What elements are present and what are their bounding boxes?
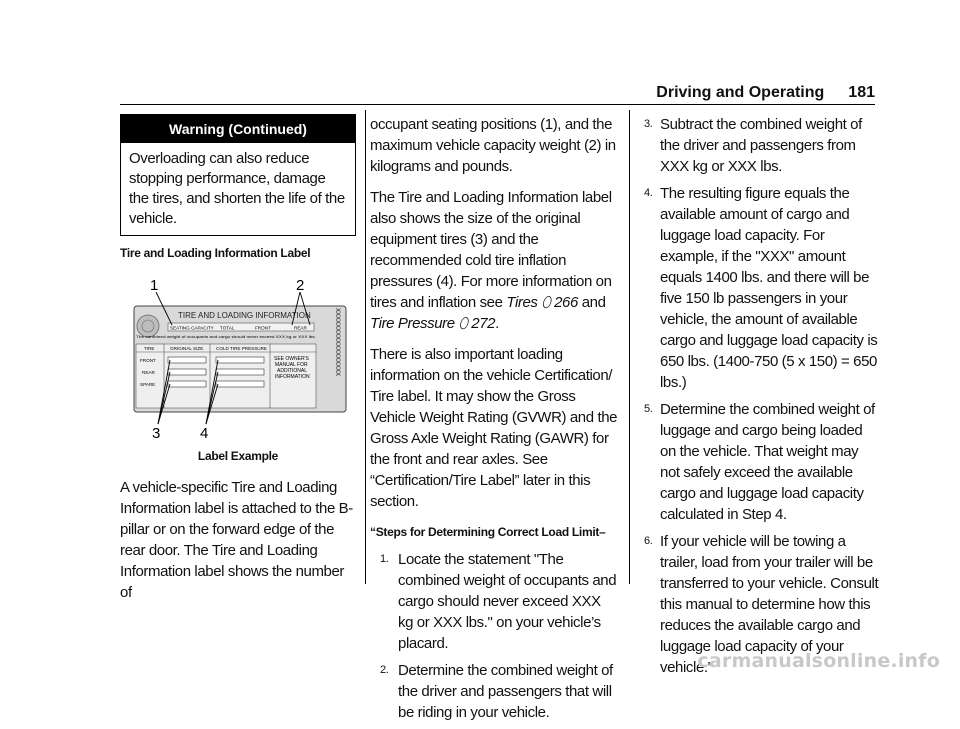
tire-row-rear: REAR xyxy=(142,370,155,375)
ref-tire-pressure[interactable]: ⬯ 272 xyxy=(458,315,496,332)
see-owners-2: MANUAL FOR xyxy=(275,362,308,368)
col2-paragraph-3: There is also important loading information on the vehicle Certification/ Tire label. It may show the Gross Vehicle Weight Rating (GVWR) and the Gross Axle Weight Rating (GAWR) for the front and rear axles. See “Certification/Tire Label” later in this section. xyxy=(370,346,618,510)
steps-list-part1 xyxy=(370,549,618,723)
th-pressure: COLD TIRE PRESSURE xyxy=(216,346,267,351)
step-item: 1. Locate the statement "The combined weight of occupants and cargo should never exceed XXX kg or XXX lbs." on your vehicle’s placard. xyxy=(380,551,617,652)
label-heading: Tire and Loading Information Label xyxy=(120,246,311,260)
row-seating: SEATING CAPACITY xyxy=(170,325,214,331)
steps-list-part2 xyxy=(644,114,880,678)
col2-paragraph-2: The Tire and Loading Information label also shows the size of the original equipment tires (3) and the recommended cold tire inflation pressures (4). For more information on tires and inflation see Tires ⬯ 266 and Tire Pressure ⬯ 272. xyxy=(370,189,612,332)
link-tires[interactable]: Tires xyxy=(506,294,538,311)
step-item: 5. Determine the combined weight of luggage and cargo being loaded on the vehicle. That weight may not safely exceed the available cargo and luggage load capacity calculated in Step 4. xyxy=(644,401,875,523)
col1-text xyxy=(120,477,356,603)
section-title: Driving and Operating xyxy=(656,84,825,101)
steps-heading: “Steps for Determining Correct Load Limit– xyxy=(370,525,606,539)
seal-icon xyxy=(137,315,159,337)
ref-tires[interactable]: ⬯ 266 xyxy=(541,294,578,311)
col1-paragraph: A vehicle-specific Tire and Loading Information label is attached to the B-pillar or on the forward edge of the rear door. The Tire and Loading Information label shows the number of xyxy=(120,479,353,601)
figure-caption: Label Example xyxy=(197,449,279,463)
label-title: TIRE AND LOADING INFORMATION xyxy=(178,311,311,320)
row-front: FRONT xyxy=(255,325,271,331)
tire-row-spare: SPARE xyxy=(140,382,156,387)
step-item: 3. Subtract the combined weight of the driver and passengers from XXX kg or XXX lbs. xyxy=(644,116,862,175)
step-item: 4. The resulting figure equals the available amount of cargo and luggage load capacity. For example, if the "XXX" amount equals 1400 lbs. and there will be five 150 lb passengers in your vehicle, the amount of available cargo and luggage load capacity is 650 lbs. (1400-750 (5 x 150) = 650 lbs.) xyxy=(644,185,878,391)
column-1 xyxy=(120,114,356,613)
th-tire: TIRE xyxy=(144,346,155,351)
warning-box xyxy=(120,114,356,236)
watermark: carmanualsonline.info xyxy=(697,650,940,672)
header-rule xyxy=(120,104,875,105)
column-3 xyxy=(644,114,880,684)
step-item: 6. If your vehicle will be towing a trailer, load from your trailer will be transferred to your vehicle. Consult this manual to determine how this reduces the available cargo and luggage load capacity of your vehicle.” xyxy=(644,533,879,676)
label-warning-line: The combined weight of occupants and cargo should never exceed XXX kg or XXX lbs. xyxy=(136,335,317,339)
link-tire-pressure[interactable]: Tire Pressure xyxy=(370,315,455,332)
callout-1: 1 xyxy=(150,277,159,294)
warning-title: Warning (Continued) xyxy=(121,115,355,143)
tire-label-figure xyxy=(120,268,356,438)
see-owners-3: ADDITIONAL xyxy=(277,368,308,374)
column-divider-1 xyxy=(365,110,366,584)
column-divider-2 xyxy=(629,110,630,584)
side-code: XXXXXXXXXXXXXXXXX xyxy=(334,308,340,377)
row-rear: REAR xyxy=(294,325,307,331)
column-2 xyxy=(370,114,618,729)
th-size: ORIGINAL SIZE xyxy=(170,346,204,351)
col2-paragraph-1: occupant seating positions (1), and the maximum vehicle capacity weight (2) in kilograms and pounds. xyxy=(370,116,616,175)
callout-3: 3 xyxy=(152,425,161,438)
callout-4: 4 xyxy=(200,425,209,438)
warning-body: Overloading can also reduce stopping performance, damage the tires, and shorten the life of the vehicle. xyxy=(129,150,345,227)
step-item: 2. Determine the combined weight of the driver and passengers that will be riding in your vehicle. xyxy=(380,662,613,721)
callout-2: 2 xyxy=(296,277,305,294)
see-owners-4: INFORMATION xyxy=(275,374,310,380)
page-number: 181 xyxy=(848,84,875,101)
row-total: TOTAL xyxy=(220,325,235,331)
tire-row-front: FRONT xyxy=(140,358,156,363)
page-header xyxy=(0,84,875,102)
see-owners-1: SEE OWNER'S xyxy=(274,356,309,362)
